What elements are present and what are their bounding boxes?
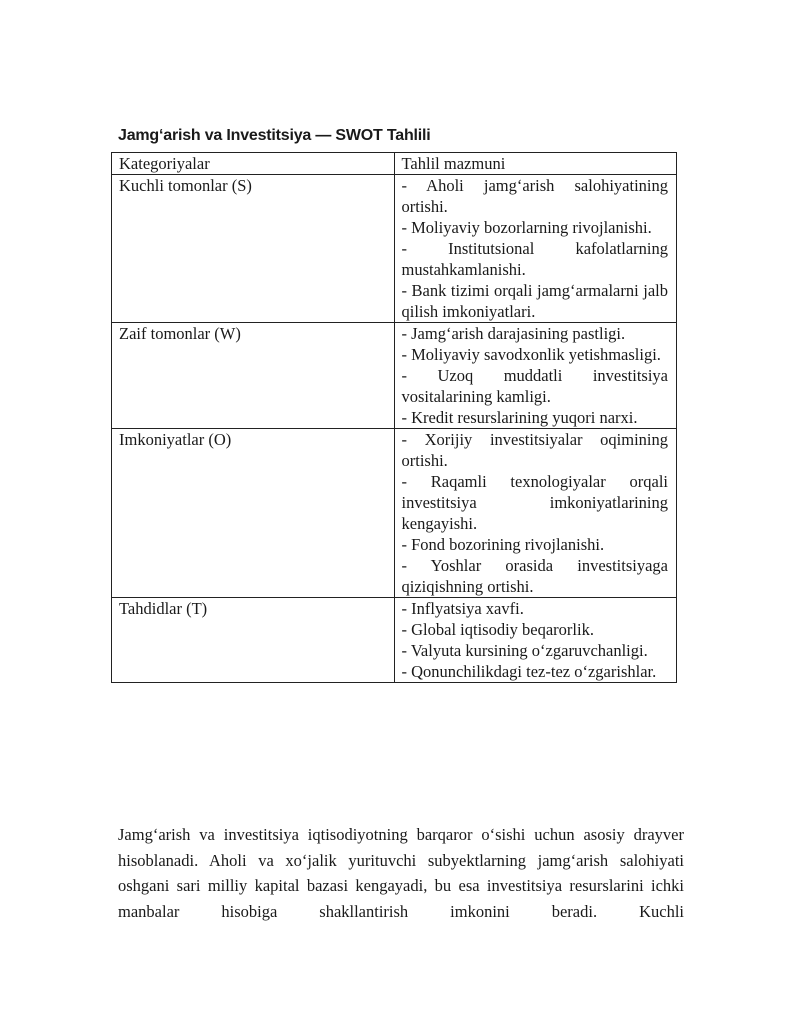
- table-row-weaknesses: [112, 323, 677, 429]
- opportunity-item: - Raqamli texnologiyalar orqali investitsiya imkoniyatlarining kengayishi.: [401, 472, 668, 533]
- threats-content: [394, 598, 677, 683]
- threat-item: - Inflyatsiya xavfi.: [401, 599, 524, 618]
- opportunities-content: [394, 429, 677, 598]
- category-strengths: Kuchli tomonlar (S): [112, 175, 395, 323]
- table-row-opportunities: [112, 429, 677, 598]
- table-row-strengths: [112, 175, 677, 323]
- opportunity-item: - Yoshlar orasida investitsiyaga qiziqishning ortishi.: [401, 556, 668, 596]
- table-row-threats: [112, 598, 677, 683]
- header-categories: Kategoriyalar: [112, 153, 395, 175]
- weakness-item: - Jamg‘arish darajasining pastligi.: [401, 324, 626, 343]
- weakness-item: - Kredit resurslarining yuqori narxi.: [401, 408, 638, 427]
- document-title: Jamg‘arish va Investitsiya — SWOT Tahlili: [118, 127, 431, 144]
- opportunity-item: - Fond bozorining rivojlanishi.: [401, 535, 605, 554]
- threat-item: - Valyuta kursining o‘zgaruvchanligi.: [401, 641, 648, 660]
- table-header-row: [112, 153, 677, 175]
- strengths-content: [394, 175, 677, 323]
- strength-item: - Aholi jamg‘arish salohiyatining ortishi.: [401, 176, 668, 216]
- category-weaknesses: Zaif tomonlar (W): [112, 323, 395, 429]
- opportunity-item: - Xorijiy investitsiyalar oqimining ortishi.: [401, 430, 668, 470]
- body-paragraph: Jamg‘arish va investitsiya iqtisodiyotning barqaror o‘sishi uchun asosiy drayver hisoblanadi. Aholi va xo‘jalik yurituvchi subyektlarning jamg‘arish salohiyati oshgani sari milliy kapital bazasi kengayadi, bu esa investitsiya resurslarini ichki manbalar hisobiga shakllantirish imkonini beradi. Kuchli: [118, 825, 684, 921]
- strength-item: - Moliyaviy bozorlarning rivojlanishi.: [401, 218, 652, 237]
- weakness-item: - Uzoq muddatli investitsiya vositalarining kamligi.: [401, 366, 668, 406]
- category-opportunities: Imkoniyatlar (O): [112, 429, 395, 598]
- threat-item: - Qonunchilikdagi tez-tez o‘zgarishlar.: [401, 662, 657, 681]
- threat-item: - Global iqtisodiy beqarorlik.: [401, 620, 594, 639]
- swot-table: [111, 152, 677, 683]
- strength-item: - Institutsional kafolatlarning mustahkamlanishi.: [401, 239, 668, 279]
- category-threats: Tahdidlar (T): [112, 598, 395, 683]
- strength-item: - Bank tizimi orqali jamg‘armalarni jalb qilish imkoniyatlari.: [401, 281, 668, 321]
- header-analysis-content: Tahlil mazmuni: [394, 153, 677, 175]
- weakness-item: - Moliyaviy savodxonlik yetishmasligi.: [401, 345, 661, 364]
- weaknesses-content: [394, 323, 677, 429]
